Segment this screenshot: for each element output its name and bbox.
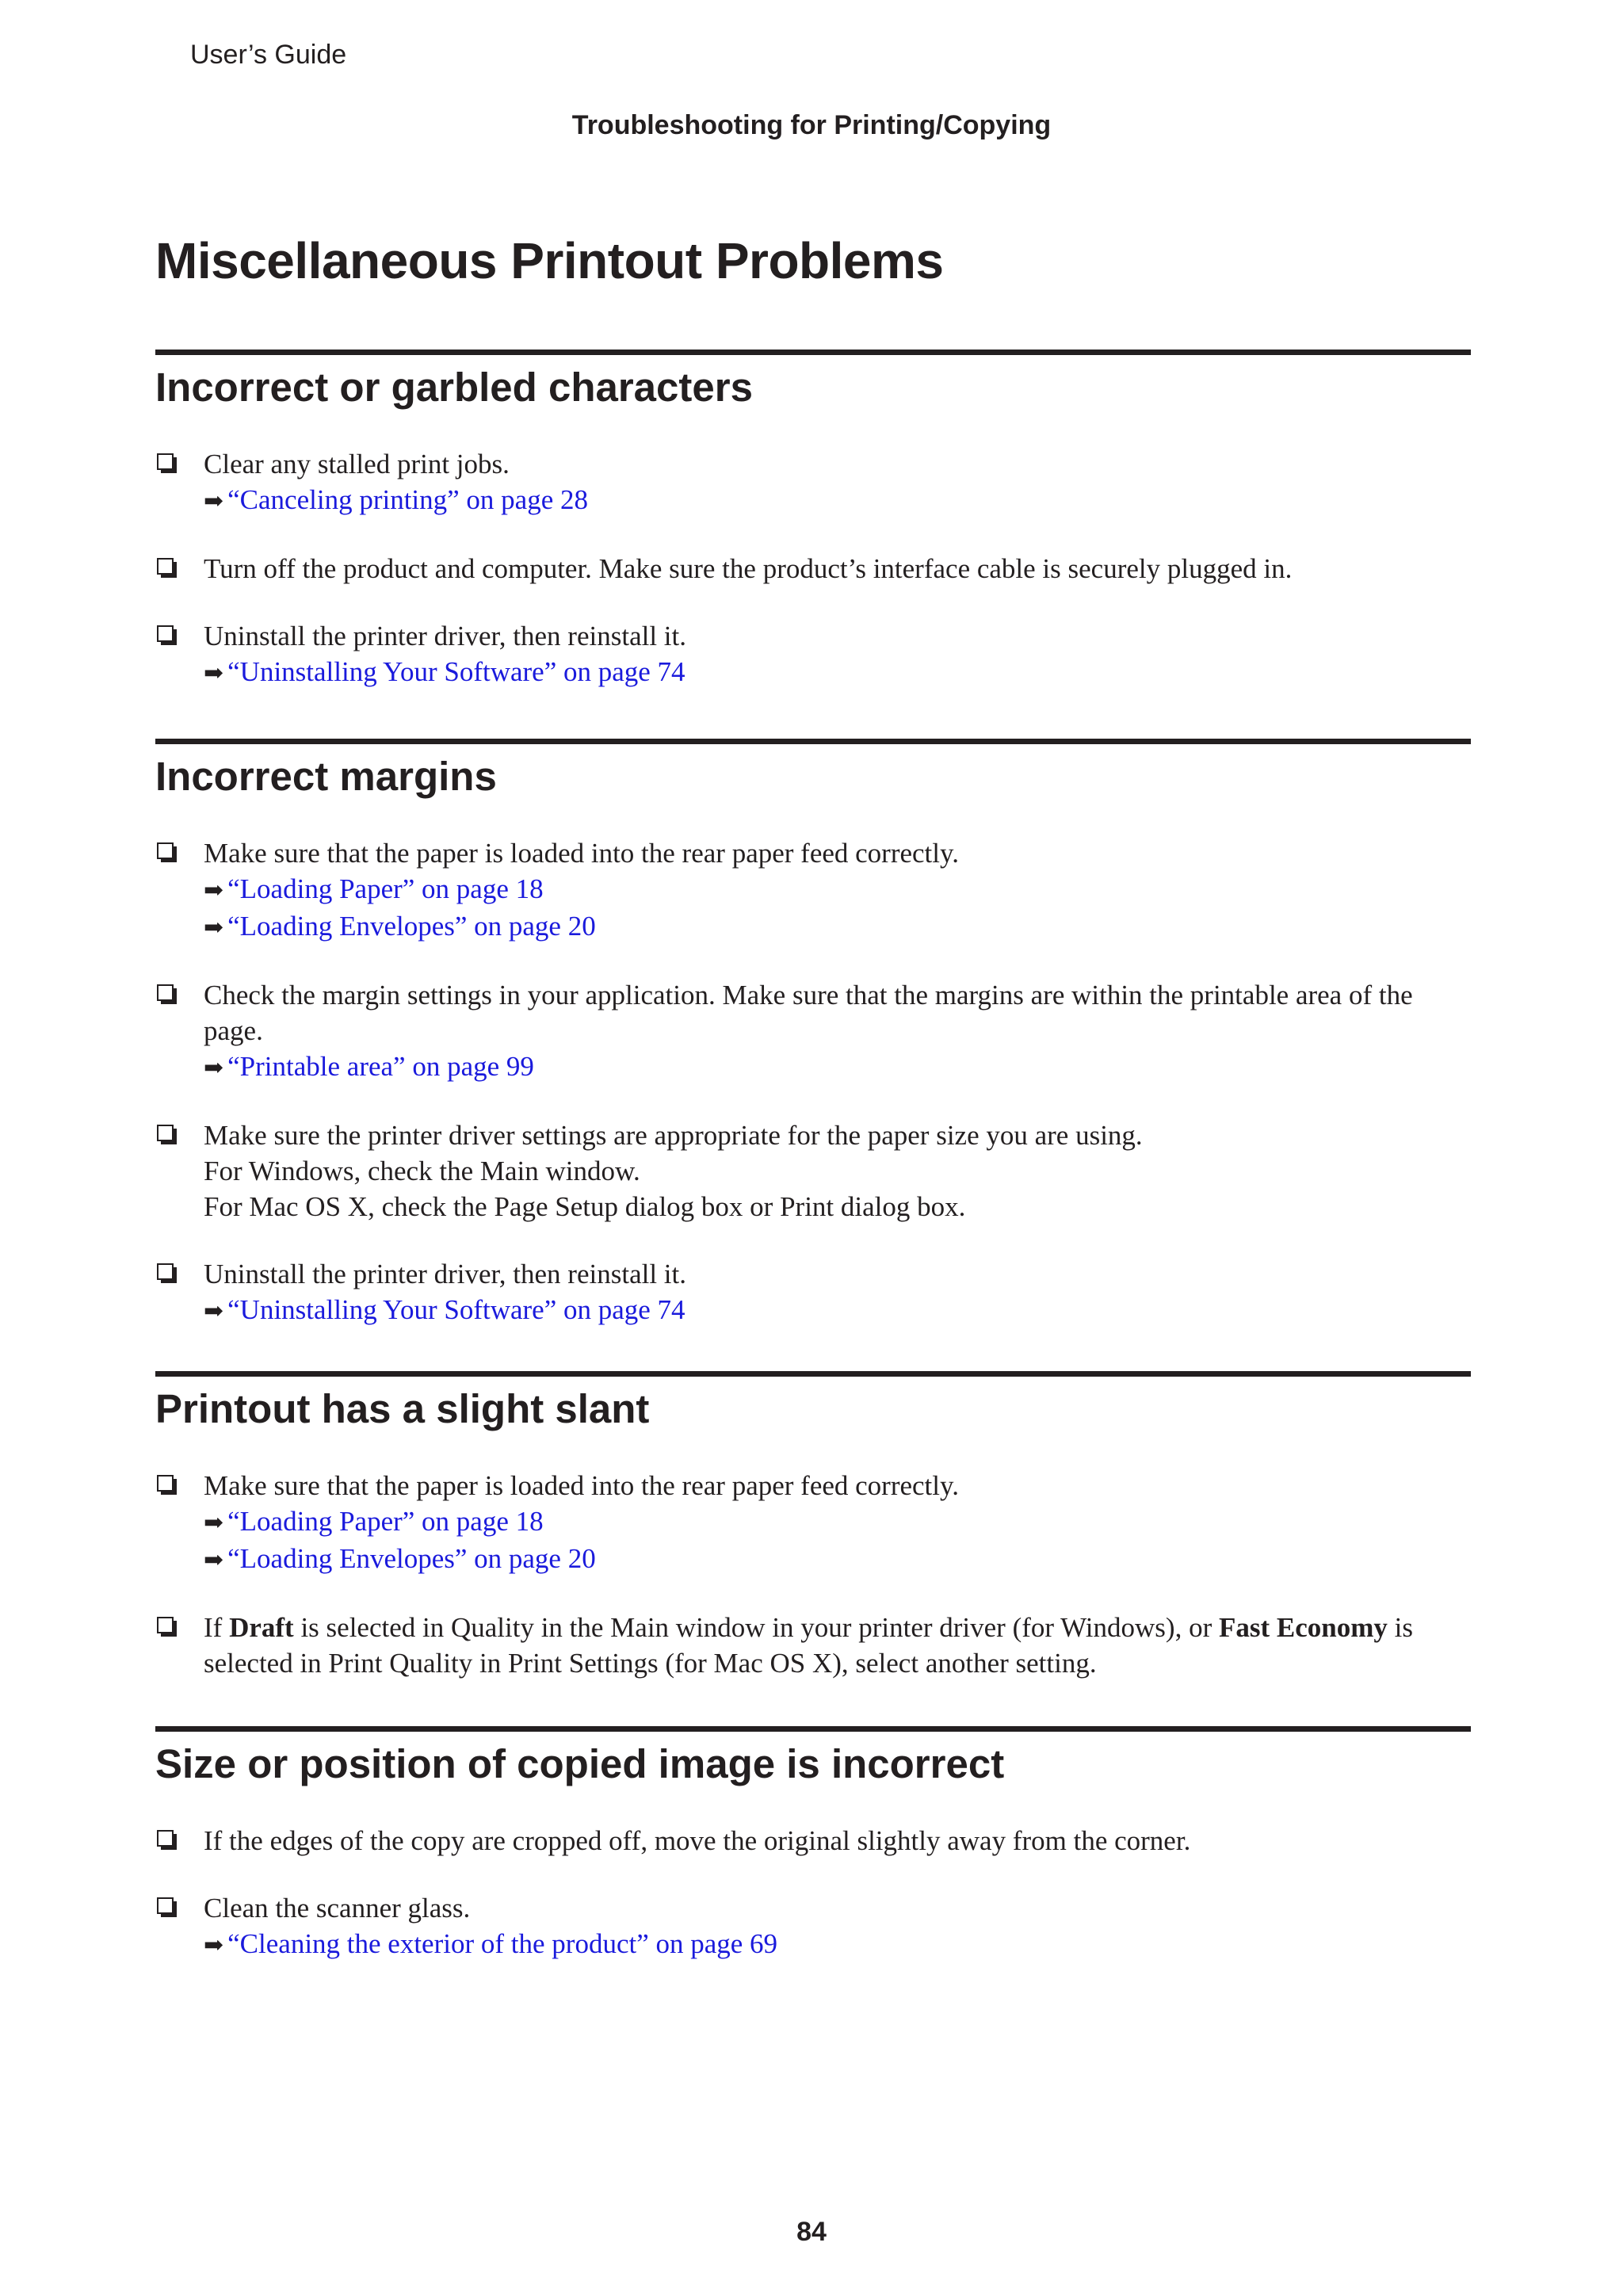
arrow-right-icon: ➡ (204, 1547, 224, 1573)
section-heading: Incorrect margins (155, 754, 497, 799)
cross-reference-link[interactable]: “Printable area” on page 99 (227, 1051, 534, 1082)
page-number: 84 (796, 2217, 827, 2247)
cross-reference (204, 908, 1471, 946)
list-item (155, 1468, 1471, 1578)
list-item (155, 1823, 1471, 1859)
cross-reference-link[interactable]: “Loading Paper” on page 18 (227, 873, 544, 904)
item-text-line: Make sure the printer driver settings are appropriate for the paper size you are using. (204, 1120, 1143, 1151)
text-segment: If (204, 1612, 230, 1643)
item-text: Turn off the product and computer. Make sure the product’s interface cable is securely plugged in. (204, 553, 1293, 584)
section-size-or-position-of-copied-image (155, 1726, 1471, 1963)
item-text: Check the margin settings in your application. Make sure that the margins are within the printable area of the page. (204, 980, 1413, 1046)
cross-reference-link[interactable]: “Loading Envelopes” on page 20 (227, 911, 596, 942)
item-text: If the edges of the copy are cropped off, move the original slightly away from the corner. (204, 1825, 1191, 1856)
list-item (155, 1117, 1471, 1224)
checkbox-bullet-icon (157, 1125, 174, 1141)
cross-reference (204, 871, 1471, 908)
checkbox-bullet-icon (157, 1617, 174, 1633)
item-text: Clear any stalled print jobs. (204, 449, 510, 479)
cross-reference-link[interactable]: “Uninstalling Your Software” on page 74 (227, 1294, 685, 1325)
section-heading: Size or position of copied image is incorrect (155, 1741, 1005, 1786)
bullet-list (155, 1823, 1471, 1963)
cross-reference-link[interactable]: “Loading Envelopes” on page 20 (227, 1543, 596, 1574)
cross-reference-link[interactable]: “Loading Paper” on page 18 (227, 1506, 544, 1537)
text-segment: is selected in Quality in the Main window in your printer driver (for Windows), or (293, 1612, 1219, 1643)
item-text-line: For Windows, check the Main window. (204, 1156, 640, 1186)
item-text-line: For Mac OS X, check the Page Setup dialog box or Print dialog box. (204, 1191, 966, 1222)
item-text: Uninstall the printer driver, then reinstall it. (204, 1259, 686, 1289)
chapter-title: Troubleshooting for Printing/Copying (571, 110, 1052, 140)
arrow-right-icon: ➡ (204, 877, 224, 904)
arrow-right-icon: ➡ (204, 660, 224, 686)
checkbox-bullet-icon (157, 558, 174, 575)
cross-reference (204, 654, 1471, 691)
cross-reference (204, 1049, 1471, 1086)
list-item (155, 551, 1471, 586)
bullet-list (155, 1468, 1471, 1681)
text-segment: is selected in Print Quality in Print Settings (for Mac OS X), select another setting. (204, 1612, 1413, 1679)
section-printout-has-a-slight-slant (155, 1371, 1471, 1681)
list-item (155, 618, 1471, 691)
section-incorrect-or-garbled-characters (155, 350, 1471, 691)
checkbox-bullet-icon (157, 842, 174, 859)
section-heading: Printout has a slight slant (155, 1386, 650, 1431)
text-segment-bold: Draft (229, 1612, 294, 1643)
checkbox-bullet-icon (157, 984, 174, 1001)
checkbox-bullet-icon (157, 453, 174, 470)
arrow-right-icon: ➡ (204, 1298, 224, 1324)
text-segment-bold: Fast Economy (1218, 1612, 1388, 1643)
list-item (155, 977, 1471, 1086)
list-item (155, 1256, 1471, 1329)
cross-reference-link[interactable]: “Cleaning the exterior of the product” on page 69 (227, 1928, 778, 1959)
checkbox-bullet-icon (157, 1475, 174, 1492)
section-incorrect-margins (155, 739, 1471, 1329)
section-heading: Incorrect or garbled characters (155, 365, 753, 410)
cross-reference (204, 1541, 1471, 1578)
list-item (155, 446, 1471, 519)
arrow-right-icon: ➡ (204, 488, 224, 514)
checkbox-bullet-icon (157, 1830, 174, 1847)
arrow-right-icon: ➡ (204, 1932, 224, 1958)
arrow-right-icon: ➡ (204, 1055, 224, 1081)
arrow-right-icon: ➡ (204, 915, 224, 941)
cross-reference-link[interactable]: “Canceling printing” on page 28 (227, 484, 589, 515)
cross-reference (204, 482, 1471, 519)
item-text: Uninstall the printer driver, then reinstall it. (204, 621, 686, 651)
checkbox-bullet-icon (157, 625, 174, 642)
arrow-right-icon: ➡ (204, 1510, 224, 1536)
list-item (155, 835, 1471, 946)
item-text (204, 1610, 1471, 1681)
bullet-list (155, 446, 1471, 691)
checkbox-bullet-icon (157, 1897, 174, 1914)
cross-reference (204, 1926, 1471, 1963)
item-text: Make sure that the paper is loaded into the rear paper feed correctly. (204, 838, 959, 869)
item-text: Make sure that the paper is loaded into the rear paper feed correctly. (204, 1470, 959, 1501)
checkbox-bullet-icon (157, 1263, 174, 1280)
cross-reference (204, 1503, 1471, 1541)
list-item (155, 1610, 1471, 1681)
page-title: Miscellaneous Printout Problems (155, 232, 944, 289)
cross-reference (204, 1292, 1471, 1329)
list-item (155, 1890, 1471, 1963)
running-header: User’s Guide (190, 40, 347, 70)
item-text: Clean the scanner glass. (204, 1893, 471, 1924)
cross-reference-link[interactable]: “Uninstalling Your Software” on page 74 (227, 656, 685, 687)
bullet-list (155, 835, 1471, 1329)
